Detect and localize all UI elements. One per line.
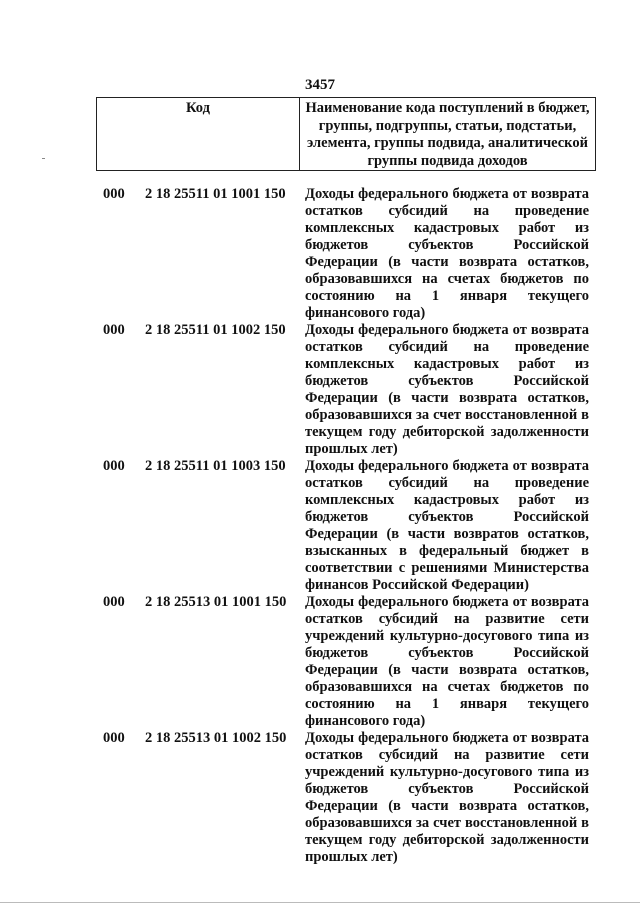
admin-code: 000 <box>103 594 125 610</box>
income-description: Доходы федерального бюджета от возврата остатков субсидий на проведение комплексных кадастровых работ из бюджетов субъектов Российской Федерации (в части возвратов остатков, взысканных в федеральный бюджет в соответствии с решениями Министерства финансов Российской Федерации) <box>305 458 589 593</box>
table-header <box>96 97 596 171</box>
income-code: 2 18 25511 01 1003 150 <box>145 458 286 474</box>
income-code: 2 18 25513 01 1002 150 <box>145 730 287 746</box>
admin-code: 000 <box>103 458 125 474</box>
header-code-label: Код <box>186 100 210 116</box>
list-item <box>0 730 640 866</box>
list-item <box>0 322 640 458</box>
income-description: Доходы федерального бюджета от возврата остатков субсидий на проведение комплексных кадастровых работ из бюджетов субъектов Российской Федерации (в части возврата остатков, образовавшихся за счет восстановленной в текущем году дебиторской задолженности прошлых лет) <box>305 322 589 457</box>
entries-list <box>0 186 640 866</box>
income-description: Доходы федерального бюджета от возврата остатков субсидий на развитие сети учреждений культурно-досугового типа из бюджетов субъектов Российской Федерации (в части возврата остатков, образовавшихся за счет восстановленной в текущем году дебиторской задолженности прошлых лет) <box>305 730 589 865</box>
list-item <box>0 186 640 322</box>
scan-edge-line <box>0 902 640 903</box>
income-code: 2 18 25513 01 1001 150 <box>145 594 287 610</box>
header-name-label: Наименование кода поступлений в бюджет, группы, подгруппы, статьи, подстатьи, элемента, группы подвида, аналитической группы подвида доходов <box>305 100 590 169</box>
list-item <box>0 594 640 730</box>
admin-code: 000 <box>103 186 125 202</box>
header-name-cell <box>300 98 596 171</box>
admin-code: 000 <box>103 322 125 338</box>
income-code: 2 18 25511 01 1001 150 <box>145 186 286 202</box>
income-code: 2 18 25511 01 1002 150 <box>145 322 286 338</box>
admin-code: 000 <box>103 730 125 746</box>
income-description: Доходы федерального бюджета от возврата остатков субсидий на развитие сети учреждений культурно-досугового типа из бюджетов субъектов Российской Федерации (в части возврата остатков, образовавшихся на счетах бюджетов по состоянию на 1 января текущего финансового года) <box>305 594 589 729</box>
header-code-cell <box>97 98 300 171</box>
page-number: 3457 <box>305 77 335 93</box>
income-description: Доходы федерального бюджета от возврата остатков субсидий на проведение комплексных кадастровых работ из бюджетов субъектов Российской Федерации (в части возврата остатков, образовавшихся на счетах бюджетов по состоянию на 1 января текущего финансового года) <box>305 186 589 321</box>
margin-mark <box>42 158 45 159</box>
list-item <box>0 458 640 594</box>
